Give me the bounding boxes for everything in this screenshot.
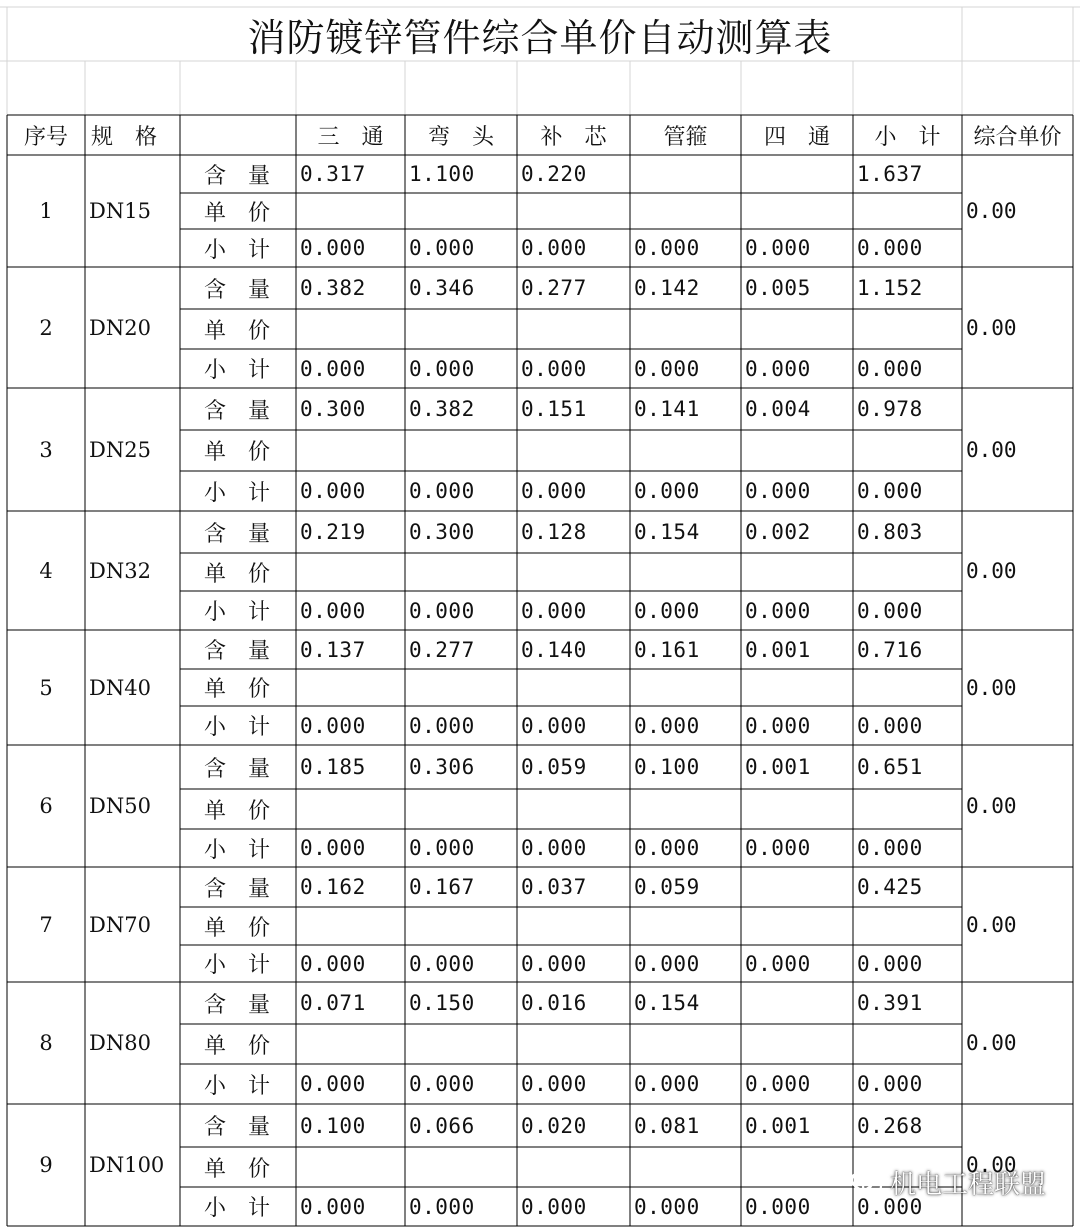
label-quantity: 含 量 <box>204 277 271 303</box>
value-cell: 0.000 <box>300 713 366 738</box>
value-cell: 0.000 <box>521 836 587 860</box>
label-subtotal: 小 计 <box>204 953 271 978</box>
value-cell: 0.066 <box>409 1113 475 1138</box>
row-seq: 1 <box>39 199 53 223</box>
row-spec: DN32 <box>89 558 151 583</box>
value-cell: 0.000 <box>634 836 700 860</box>
value-cell <box>296 309 405 349</box>
value-cell: 0.100 <box>634 755 700 779</box>
label-subtotal: 小 计 <box>204 1073 271 1099</box>
row-unit-price: 0.00 <box>966 1031 1017 1055</box>
row-unit-price: 0.00 <box>966 912 1017 937</box>
value-cell: 0.000 <box>409 1194 475 1219</box>
value-cell: 0.000 <box>521 1072 587 1096</box>
value-cell: 0.128 <box>521 520 587 544</box>
value-cell: 0.000 <box>409 836 475 860</box>
value-cell <box>853 789 962 829</box>
row-unit-price: 0.00 <box>966 675 1017 700</box>
label-quantity: 含 量 <box>204 398 271 424</box>
value-cell <box>853 669 962 706</box>
value-cell <box>296 907 405 945</box>
value-cell <box>630 309 741 349</box>
value-cell: 0.000 <box>634 713 700 738</box>
value-cell: 0.277 <box>521 276 587 300</box>
value-cell: 0.161 <box>634 637 700 662</box>
value-cell <box>517 430 630 471</box>
value-cell: 0.100 <box>300 1113 366 1138</box>
value-cell: 0.000 <box>409 479 475 503</box>
label-quantity: 含 量 <box>204 521 271 547</box>
value-cell <box>853 553 962 591</box>
value-cell: 0.000 <box>745 1072 811 1096</box>
header-elbow: 弯 头 <box>427 124 494 150</box>
value-cell: 0.000 <box>634 236 700 260</box>
value-cell: 0.000 <box>745 479 811 503</box>
value-cell <box>630 430 741 471</box>
wechat-icon <box>850 1168 884 1198</box>
row-unit-price: 0.00 <box>966 558 1017 583</box>
value-cell <box>405 309 517 349</box>
value-cell <box>517 553 630 591</box>
value-cell <box>630 193 741 229</box>
row-spec: DN25 <box>89 437 151 462</box>
value-cell: 0.220 <box>521 162 587 186</box>
value-cell: 0.651 <box>857 755 923 779</box>
value-cell: 0.000 <box>745 836 811 860</box>
row-unit-price: 0.00 <box>966 794 1017 818</box>
label-quantity: 含 量 <box>204 163 271 189</box>
row-seq: 6 <box>39 794 53 818</box>
value-cell: 0.219 <box>300 520 366 544</box>
value-cell: 0.277 <box>409 637 475 662</box>
value-cell <box>517 1024 630 1064</box>
value-cell: 0.000 <box>745 598 811 623</box>
value-cell: 0.000 <box>857 479 923 503</box>
row-unit-price: 0.00 <box>966 199 1017 223</box>
row-spec: DN80 <box>89 1031 151 1055</box>
value-cell: 0.000 <box>300 836 366 860</box>
value-cell: 0.000 <box>857 836 923 860</box>
label-subtotal: 小 计 <box>204 715 271 740</box>
value-cell: 0.000 <box>300 1072 366 1096</box>
header-unit-price: 综合单价 <box>973 124 1062 150</box>
value-cell <box>405 789 517 829</box>
value-cell <box>853 907 962 945</box>
value-cell <box>630 907 741 945</box>
value-cell: 0.000 <box>300 1194 366 1219</box>
value-cell <box>517 309 630 349</box>
value-cell: 0.000 <box>300 951 366 976</box>
value-cell <box>405 430 517 471</box>
value-cell <box>296 1147 405 1187</box>
value-cell: 0.000 <box>521 713 587 738</box>
value-cell: 0.000 <box>634 951 700 976</box>
value-cell <box>517 193 630 229</box>
value-cell <box>853 193 962 229</box>
value-cell: 0.000 <box>857 951 923 976</box>
value-cell: 0.382 <box>300 276 366 300</box>
value-cell: 0.300 <box>300 397 366 421</box>
header-seq: 序号 <box>23 124 68 150</box>
value-cell: 0.154 <box>634 991 700 1015</box>
watermark <box>850 1164 1046 1201</box>
header-spec: 规 格 <box>91 124 158 150</box>
label-unit-price: 单 价 <box>204 1033 271 1059</box>
value-cell: 0.000 <box>409 951 475 976</box>
value-cell <box>741 1147 853 1187</box>
value-cell: 0.081 <box>634 1113 700 1138</box>
value-cell <box>517 789 630 829</box>
header-blank <box>180 115 296 155</box>
value-cell: 0.000 <box>409 356 475 381</box>
value-cell: 0.150 <box>409 991 475 1015</box>
value-cell <box>853 309 962 349</box>
value-cell: 0.000 <box>521 236 587 260</box>
header-tee: 三 通 <box>317 124 384 150</box>
value-cell: 0.000 <box>521 479 587 503</box>
value-cell: 0.978 <box>857 397 923 421</box>
value-cell <box>630 1024 741 1064</box>
row-spec: DN100 <box>89 1153 165 1177</box>
value-cell: 0.000 <box>300 356 366 381</box>
value-cell <box>405 669 517 706</box>
value-cell: 0.000 <box>300 598 366 623</box>
value-cell: 0.001 <box>745 1113 811 1138</box>
value-cell: 0.000 <box>634 1194 700 1219</box>
row-seq: 9 <box>39 1153 53 1177</box>
value-cell: 0.002 <box>745 520 811 544</box>
value-cell: 0.346 <box>409 276 475 300</box>
value-cell: 0.000 <box>745 236 811 260</box>
label-quantity: 含 量 <box>204 1115 271 1140</box>
label-quantity: 含 量 <box>204 876 271 902</box>
value-cell: 0.268 <box>857 1113 923 1138</box>
value-cell <box>405 1147 517 1187</box>
value-cell: 0.000 <box>634 1072 700 1096</box>
value-cell: 0.005 <box>745 276 811 300</box>
value-cell: 0.071 <box>300 991 366 1015</box>
value-cell: 0.000 <box>857 1072 923 1096</box>
label-unit-price: 单 价 <box>204 798 271 824</box>
watermark-text: 机电工程联盟 <box>889 1170 1046 1200</box>
value-cell: 0.154 <box>634 520 700 544</box>
value-cell <box>296 789 405 829</box>
value-cell: 0.317 <box>300 162 366 186</box>
header-subtotal: 小 计 <box>874 124 941 150</box>
value-cell: 0.142 <box>634 276 700 300</box>
value-cell: 0.000 <box>409 236 475 260</box>
value-cell: 0.185 <box>300 755 366 779</box>
value-cell <box>517 669 630 706</box>
value-cell <box>741 867 853 907</box>
value-cell: 0.167 <box>409 875 475 899</box>
value-cell: 0.059 <box>634 875 700 899</box>
row-unit-price: 0.00 <box>966 437 1017 462</box>
value-cell <box>741 1024 853 1064</box>
value-cell <box>405 907 517 945</box>
value-cell: 0.000 <box>857 356 923 381</box>
label-unit-price: 单 价 <box>204 200 271 226</box>
value-cell: 0.716 <box>857 637 923 662</box>
row-seq: 7 <box>39 912 53 937</box>
value-cell: 0.162 <box>300 875 366 899</box>
value-cell: 0.000 <box>857 713 923 738</box>
label-subtotal: 小 计 <box>204 237 271 263</box>
value-cell: 0.000 <box>521 598 587 623</box>
value-cell <box>741 193 853 229</box>
value-cell <box>630 669 741 706</box>
value-cell: 0.137 <box>300 637 366 662</box>
value-cell: 0.140 <box>521 637 587 662</box>
label-unit-price: 单 价 <box>204 440 271 465</box>
value-cell <box>741 669 853 706</box>
value-cell: 0.000 <box>857 1194 923 1219</box>
value-cell: 0.000 <box>634 598 700 623</box>
value-cell <box>296 193 405 229</box>
label-unit-price: 单 价 <box>204 318 271 344</box>
value-cell <box>741 553 853 591</box>
row-spec: DN15 <box>89 199 151 223</box>
value-cell <box>741 982 853 1024</box>
value-cell: 0.000 <box>634 479 700 503</box>
value-cell: 0.000 <box>745 356 811 381</box>
label-subtotal: 小 计 <box>204 837 271 863</box>
value-cell: 0.001 <box>745 637 811 662</box>
label-quantity: 含 量 <box>204 756 271 782</box>
value-cell: 0.000 <box>409 598 475 623</box>
page-title: 消防镀锌管件综合单价自动测算表 <box>247 15 833 60</box>
value-cell: 0.004 <box>745 397 811 421</box>
label-unit-price: 单 价 <box>204 1156 271 1182</box>
label-subtotal: 小 计 <box>204 1196 271 1221</box>
label-unit-price: 单 价 <box>204 915 271 941</box>
value-cell: 1.637 <box>857 162 923 186</box>
value-cell: 0.391 <box>857 991 923 1015</box>
header-cross: 四 通 <box>763 124 830 150</box>
value-cell: 0.001 <box>745 755 811 779</box>
value-cell: 0.141 <box>634 397 700 421</box>
value-cell: 0.000 <box>300 479 366 503</box>
value-cell: 0.306 <box>409 755 475 779</box>
value-cell: 0.151 <box>521 397 587 421</box>
value-cell <box>741 155 853 193</box>
value-cell <box>296 553 405 591</box>
header-coupling: 管箍 <box>663 124 708 150</box>
value-cell: 0.020 <box>521 1113 587 1138</box>
row-seq: 5 <box>39 675 53 700</box>
value-cell <box>296 430 405 471</box>
label-unit-price: 单 价 <box>204 561 271 587</box>
value-cell: 0.000 <box>745 1194 811 1219</box>
row-spec: DN40 <box>89 675 151 700</box>
value-cell: 0.000 <box>745 951 811 976</box>
value-cell: 0.000 <box>521 1194 587 1219</box>
label-quantity: 含 量 <box>204 639 271 664</box>
header-bushing: 补 芯 <box>540 124 607 150</box>
value-cell: 0.382 <box>409 397 475 421</box>
value-cell: 0.000 <box>521 951 587 976</box>
value-cell <box>405 193 517 229</box>
value-cell <box>853 430 962 471</box>
value-cell: 0.000 <box>857 236 923 260</box>
value-cell <box>853 1024 962 1064</box>
value-cell: 0.000 <box>300 236 366 260</box>
value-cell: 0.037 <box>521 875 587 899</box>
value-cell <box>296 1024 405 1064</box>
label-subtotal: 小 计 <box>204 480 271 506</box>
label-subtotal: 小 计 <box>204 358 271 383</box>
row-seq: 8 <box>39 1031 53 1055</box>
label-subtotal: 小 计 <box>204 600 271 625</box>
value-cell: 1.152 <box>857 276 923 300</box>
row-spec: DN20 <box>89 315 151 340</box>
row-spec: DN50 <box>89 794 151 818</box>
value-cell <box>630 789 741 829</box>
value-cell: 0.000 <box>857 598 923 623</box>
value-cell: 0.059 <box>521 755 587 779</box>
label-quantity: 含 量 <box>204 992 271 1018</box>
value-cell <box>517 1147 630 1187</box>
value-cell: 0.000 <box>521 356 587 381</box>
value-cell <box>630 155 741 193</box>
row-seq: 4 <box>39 558 53 583</box>
row-unit-price: 0.00 <box>966 1153 1017 1177</box>
row-unit-price: 0.00 <box>966 315 1017 340</box>
label-unit-price: 单 价 <box>204 677 271 702</box>
value-cell <box>630 553 741 591</box>
value-cell: 0.000 <box>409 713 475 738</box>
value-cell: 0.803 <box>857 520 923 544</box>
value-cell: 1.100 <box>409 162 475 186</box>
row-seq: 3 <box>39 437 53 462</box>
value-cell <box>741 789 853 829</box>
value-cell <box>517 907 630 945</box>
value-cell <box>405 1024 517 1064</box>
value-cell: 0.425 <box>857 875 923 899</box>
value-cell: 0.300 <box>409 520 475 544</box>
value-cell <box>405 553 517 591</box>
value-cell <box>741 430 853 471</box>
row-seq: 2 <box>39 315 53 340</box>
value-cell <box>741 907 853 945</box>
row-spec: DN70 <box>89 912 151 937</box>
value-cell <box>741 309 853 349</box>
value-cell <box>630 1147 741 1187</box>
value-cell: 0.000 <box>409 1072 475 1096</box>
value-cell: 0.000 <box>745 713 811 738</box>
value-cell: 0.016 <box>521 991 587 1015</box>
value-cell <box>296 669 405 706</box>
value-cell: 0.000 <box>634 356 700 381</box>
